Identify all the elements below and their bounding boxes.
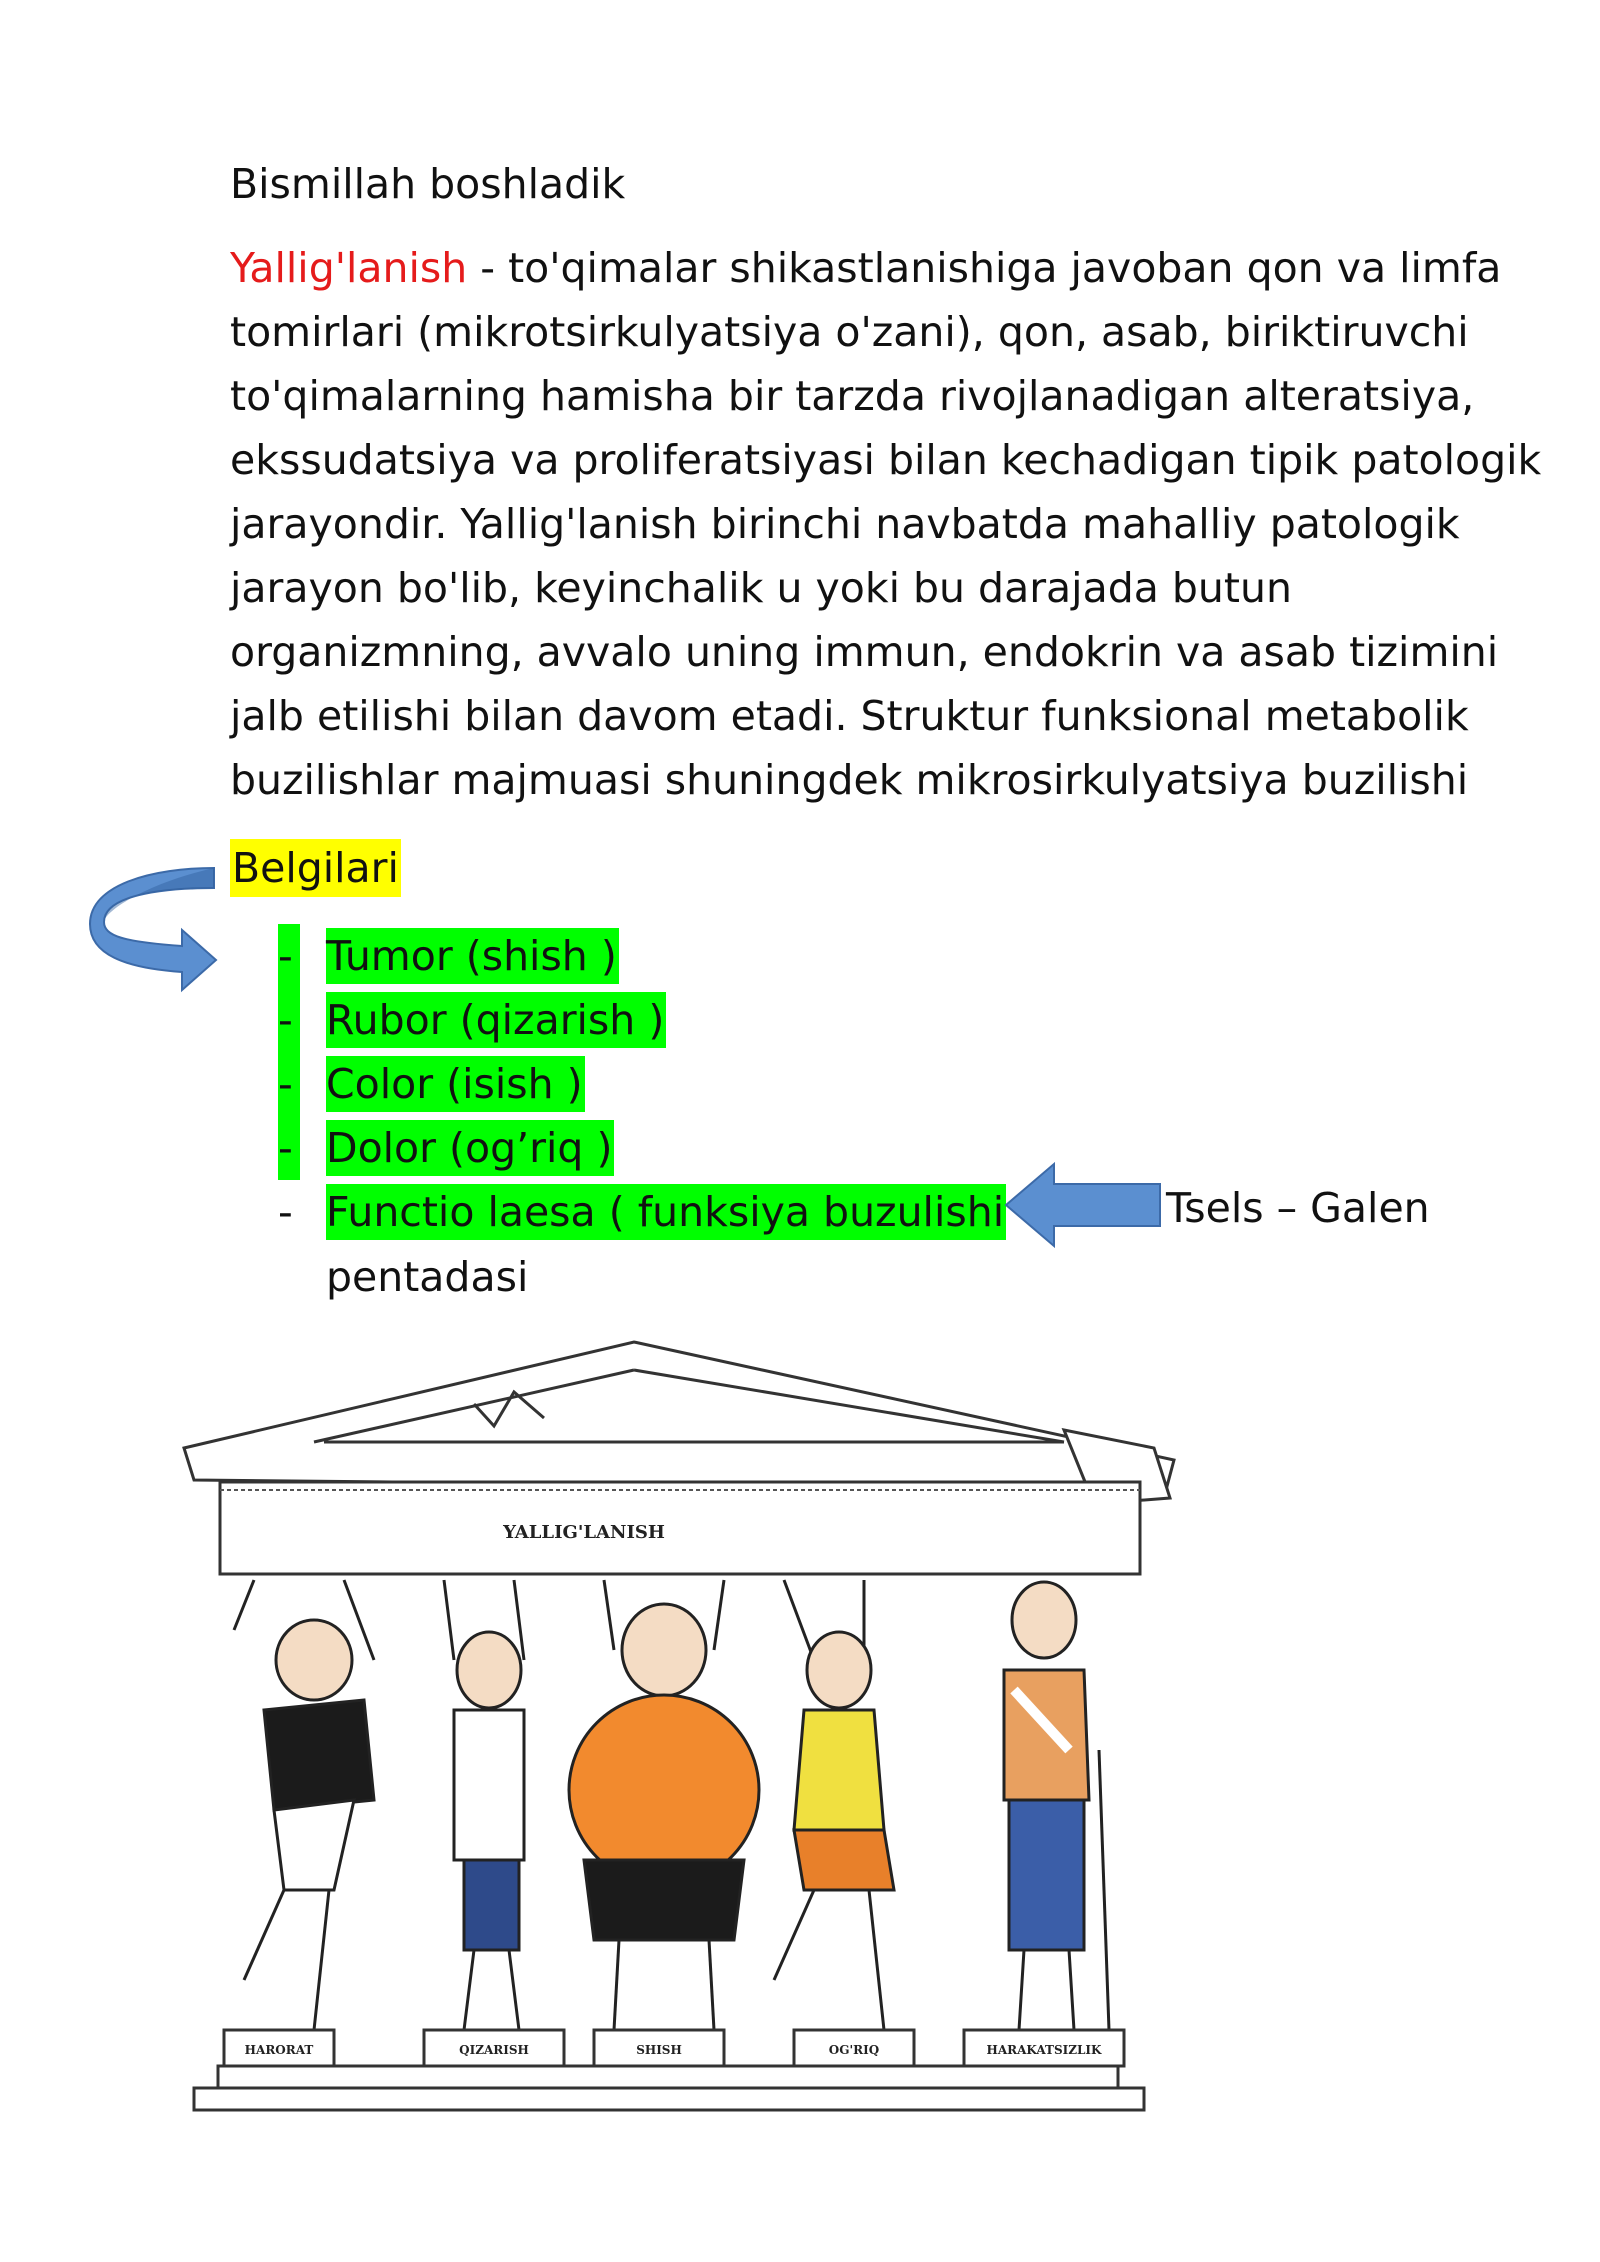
list-bullet: - [278,1116,300,1180]
definition-line: to'qimalarning hamisha bir tarzda rivojlanadigan alteratsiya, [230,372,1475,420]
sign-continuation: pentadasi [326,1253,529,1301]
sign-text: Tumor (shish ) [326,928,619,984]
list-bullet: - [278,924,300,988]
temple-base [194,2030,1144,2110]
figure-heat [234,1580,374,2030]
sign-text: Color (isish ) [326,1056,585,1112]
temple-beam [220,1482,1140,1574]
pedestal-label: OG'RIQ [828,2043,880,2057]
definition-line: jalb etilishi bilan davom etadi. Struktur funksional metabolik [230,692,1469,740]
definition-line: buzilishlar majmuasi shuningdek mikrosirkulyatsiya buzilishi [230,756,1469,804]
pedestal-label: QIZARISH [459,2043,529,2057]
sign-text: Rubor (qizarish ) [326,992,666,1048]
left-arrow-icon [1004,1160,1164,1250]
author-note: Tsels – Galen [1166,1184,1430,1232]
section-label: Belgilari [230,839,401,897]
pedestal-label: HARORAT [244,2043,314,2057]
definition-line: organizmning, avvalo uning immun, endokrin va asab tizimini [230,628,1499,676]
figure-swelling [569,1580,759,2030]
list-bullet: - [278,988,300,1052]
sign-text: Dolor (og’riq ) [326,1120,614,1176]
definition-line [230,236,1510,300]
list-bullet: - [278,1052,300,1116]
pedestal-label: HARAKATSIZLIK [986,2043,1102,2057]
definition-paragraph [230,236,1542,812]
temple-roof-label: YALLIG'LANISH [503,1522,665,1543]
figure-redness [444,1580,524,2030]
definition-text: - to'qimalar shikastlanishiga javoban qon va limfa [467,244,1502,292]
document-heading: Bismillah boshladik [230,160,626,208]
temple-roof [184,1342,1174,1504]
figure-pain [774,1580,894,2030]
definition-line: tomirlari (mikrotsirkulyatsiya o'zani), qon, asab, biriktiruvchi [230,308,1469,356]
defined-term: Yallig'lanish [230,244,468,292]
list-bullet: - [278,1188,293,1236]
figure-loss-of-function [1004,1582,1109,2030]
sign-text: Functio laesa ( funksiya buzulishi [326,1184,1006,1240]
pedestal-label: SHISH [636,2043,682,2057]
definition-line: jarayon bo'lib, keyinchalik u yoki bu darajada butun [230,564,1292,612]
curved-arrow-icon [84,850,224,1000]
inflammation-temple-illustration [164,1330,1184,2120]
definition-line: ekssudatsiya va proliferatsiyasi bilan kechadigan tipik patologik [230,436,1542,484]
definition-line: jarayondir. Yallig'lanish birinchi navbatda mahalliy patologik [230,500,1460,548]
